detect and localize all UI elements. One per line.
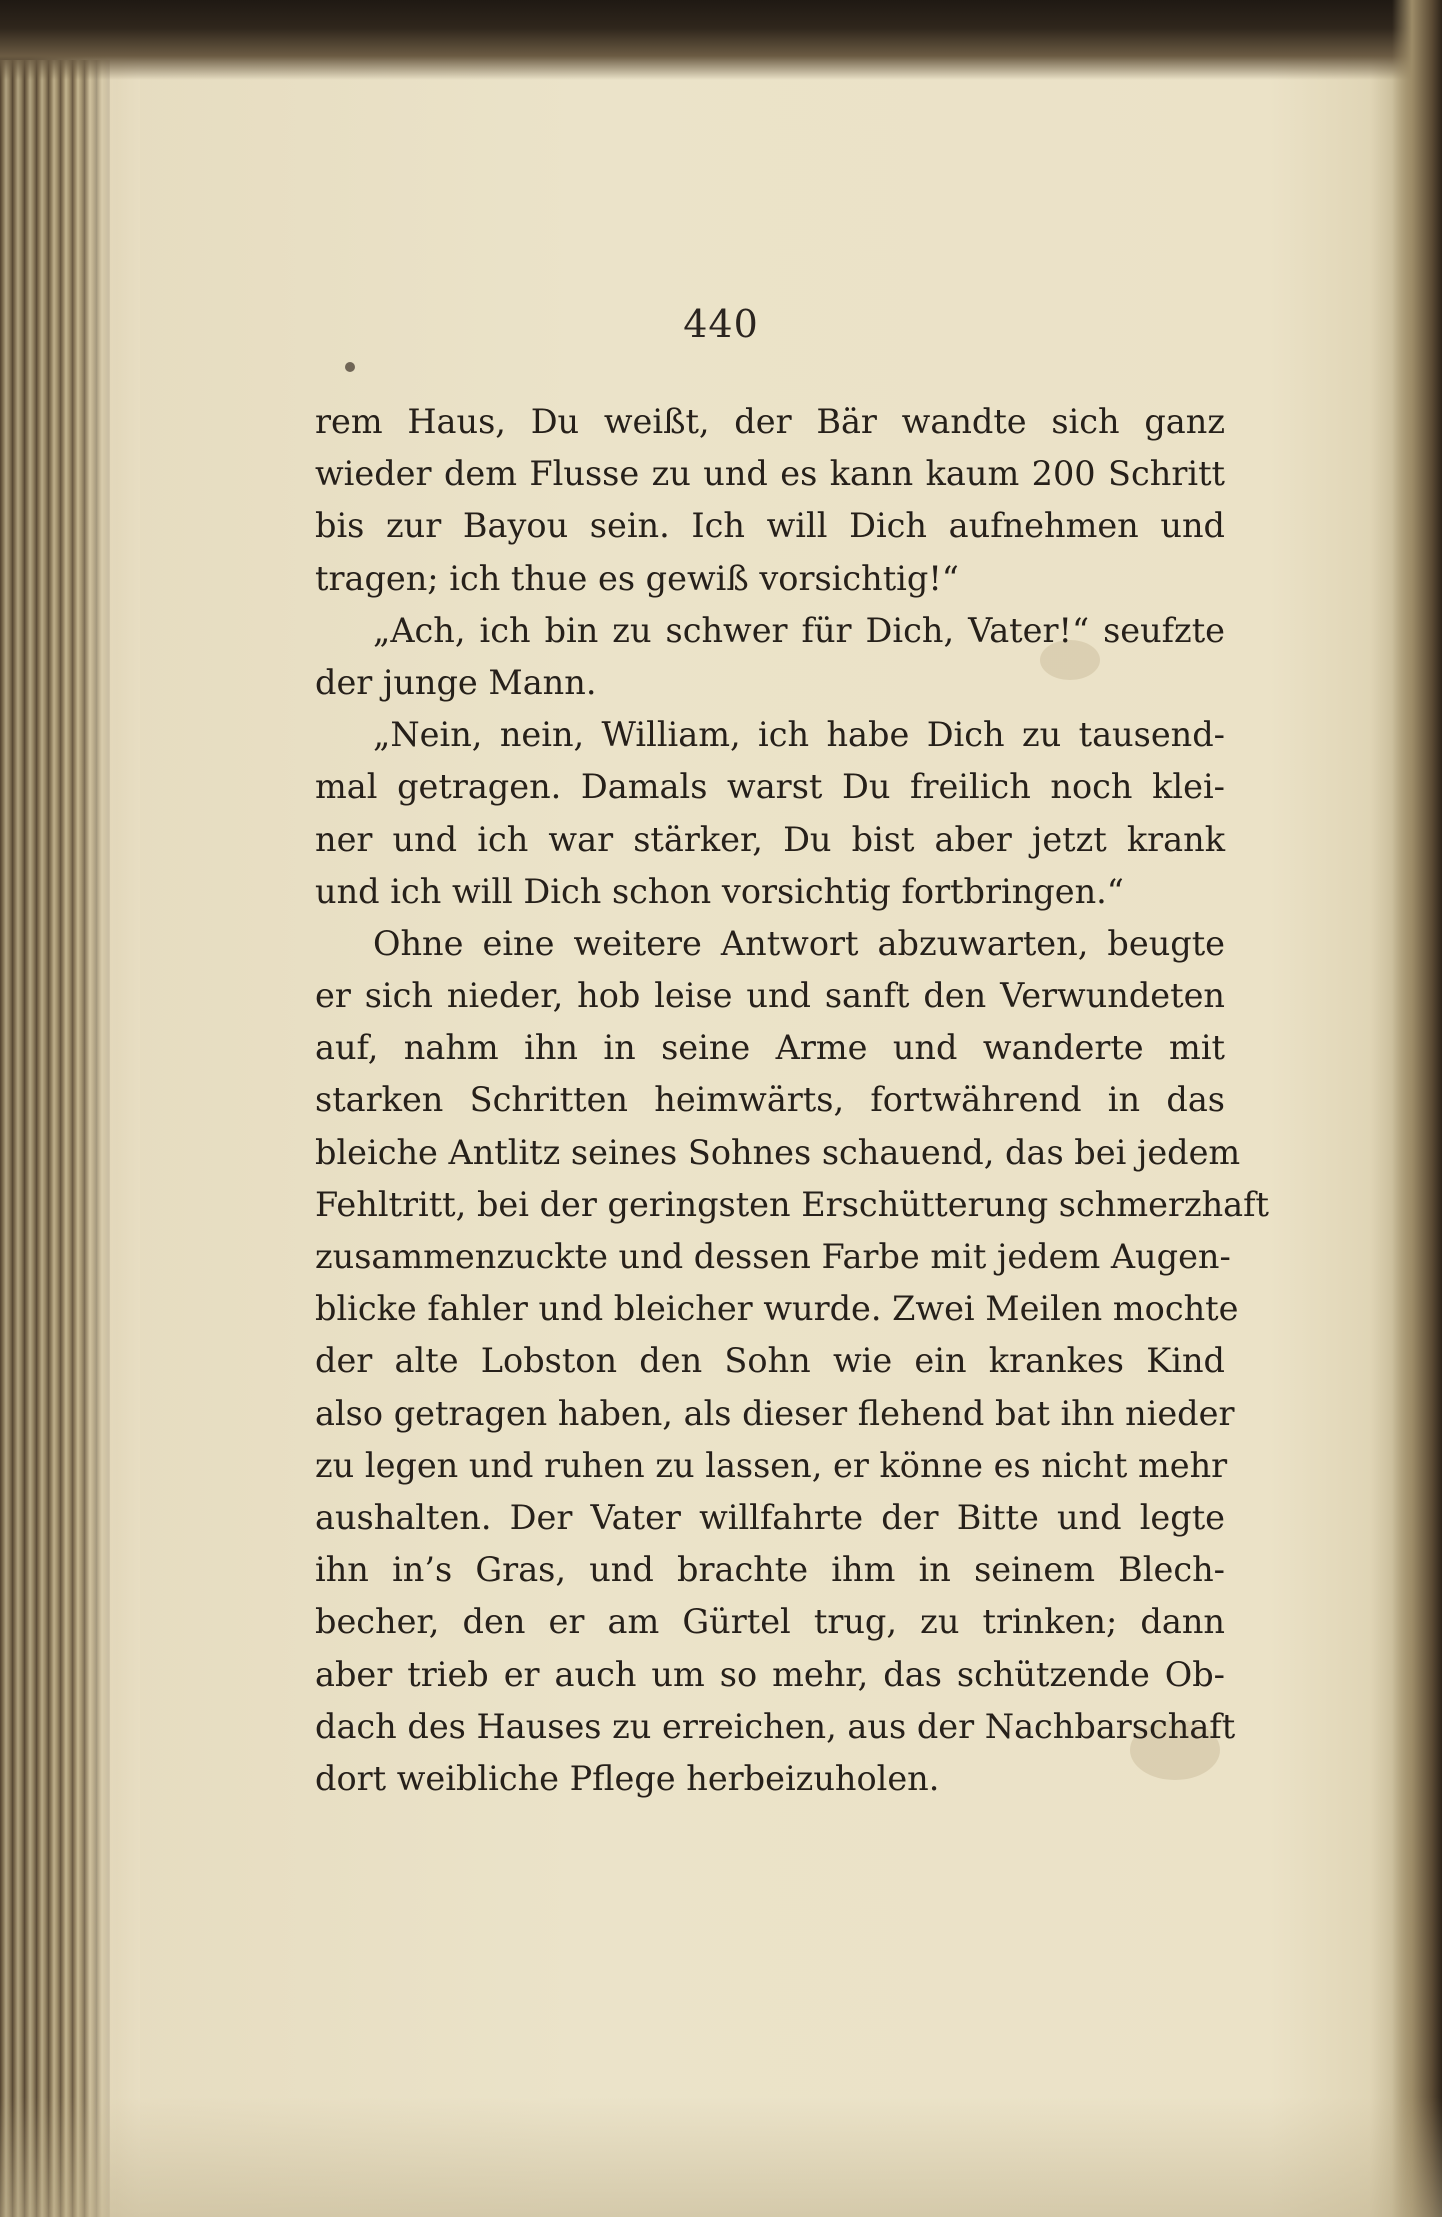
text-line: aber trieb er auch um so mehr, das schützende Ob- xyxy=(315,1654,1225,1694)
top-page-edge xyxy=(0,0,1442,80)
text-line: „Nein, nein, William, ich habe Dich zu tausend- xyxy=(373,715,1225,755)
text-line: zu legen und ruhen zu lassen, er könne es nicht mehr xyxy=(315,1445,1228,1485)
text-line: mal getragen. Damals warst Du freilich noch klei- xyxy=(315,767,1225,807)
text-line: wieder dem Flusse zu und es kann kaum 200 Schritt xyxy=(315,454,1225,494)
text-line: starken Schritten heimwärts, fortwährend in das xyxy=(315,1080,1225,1120)
text-line: auf, nahm ihn in seine Arme und wanderte mit xyxy=(315,1028,1225,1068)
text-line: dach des Hauses zu erreichen, aus der Nachbarschaft xyxy=(315,1706,1236,1746)
ink-spot xyxy=(345,362,355,372)
text-line: der junge Mann. xyxy=(315,662,597,702)
text-line: Fehltritt, bei der geringsten Erschütterung schmerzhaft xyxy=(315,1184,1269,1224)
page-number: 440 xyxy=(683,302,759,346)
text-line: und ich will Dich schon vorsichtig fortbringen.“ xyxy=(315,871,1124,911)
text-line: der alte Lobston den Sohn wie ein krankes Kind xyxy=(315,1341,1225,1381)
text-line: bis zur Bayou sein. Ich will Dich aufnehmen und xyxy=(315,506,1225,546)
text-line: aushalten. Der Vater willfahrte der Bitte und legte xyxy=(315,1497,1225,1537)
text-line: blicke fahler und bleicher wurde. Zwei Meilen mochte xyxy=(315,1289,1239,1329)
text-line: ihn in’s Gras, und brachte ihm in seinem Blech- xyxy=(315,1550,1225,1590)
text-line: er sich nieder, hob leise und sanft den Verwundeten xyxy=(315,976,1225,1016)
text-line: ner und ich war stärker, Du bist aber jetzt krank xyxy=(315,819,1225,859)
text-line: dort weibliche Pflege herbeizuholen. xyxy=(315,1758,940,1798)
page-stack-edge xyxy=(0,60,110,2217)
text-line: rem Haus, Du weißt, der Bär wandte sich ganz xyxy=(315,402,1225,441)
text-line: bleiche Antlitz seines Sohnes schauend, das bei jedem xyxy=(315,1132,1241,1172)
text-line: also getragen haben, als dieser flehend bat ihn nieder xyxy=(315,1393,1235,1433)
text-line: Ohne eine weitere Antwort abzuwarten, beugte xyxy=(373,923,1225,963)
text-line: zusammenzuckte und dessen Farbe mit jedem Augen- xyxy=(315,1237,1231,1276)
text-line: becher, den er am Gürtel trug, zu trinken; dann xyxy=(315,1602,1225,1642)
body-text xyxy=(315,396,1269,1805)
text-line: „Ach, ich bin zu schwer für Dich, Vater!“ seufzte xyxy=(373,610,1225,650)
bottom-page-shading xyxy=(0,2097,1442,2217)
text-line: tragen; ich thue es gewiß vorsichtig!“ xyxy=(315,558,959,598)
